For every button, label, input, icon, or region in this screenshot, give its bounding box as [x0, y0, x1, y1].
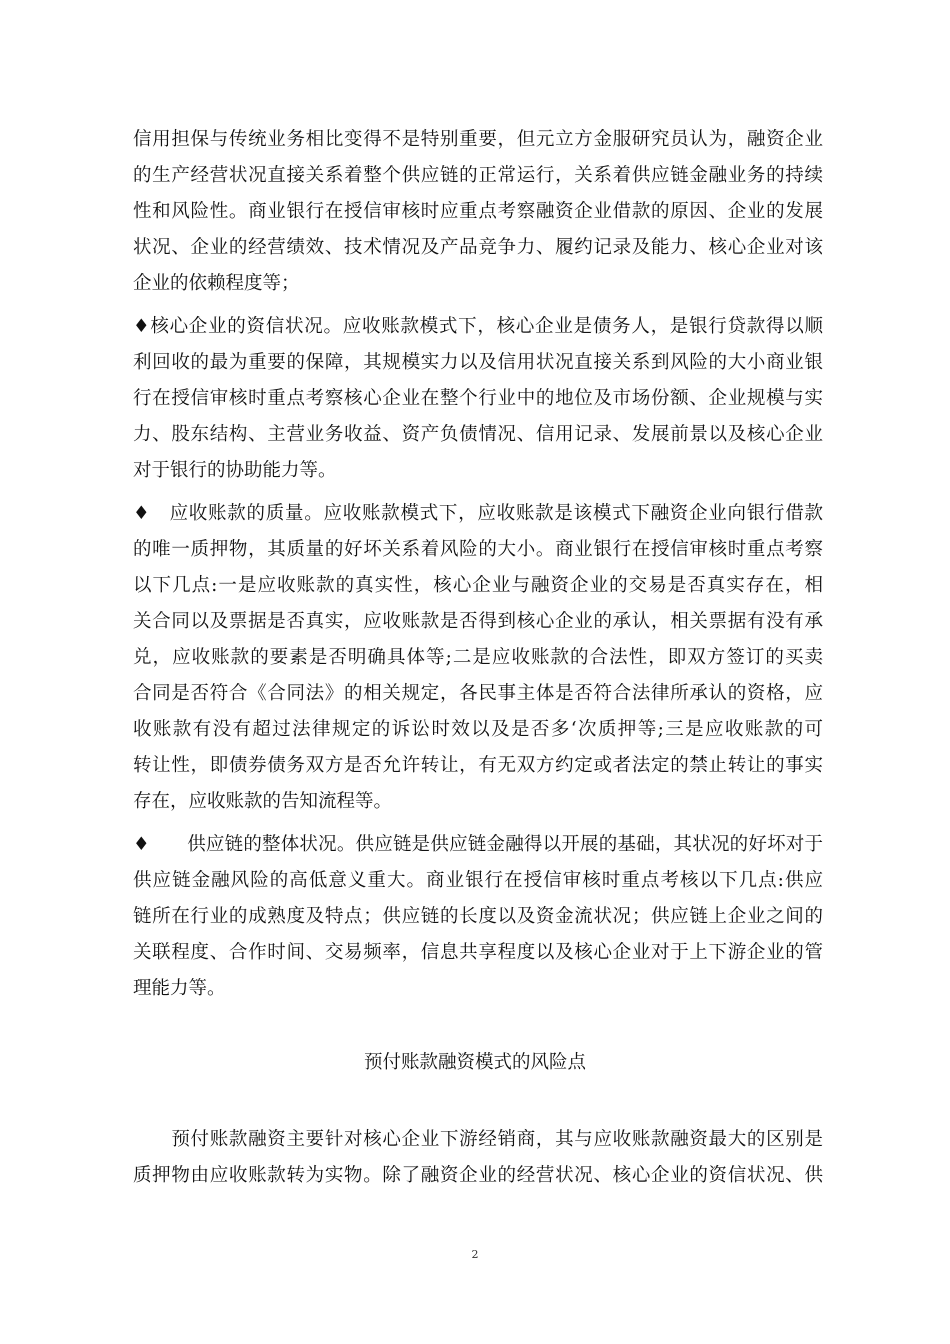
- text-line: 行在授信审核时重点考察核心企业在整个行业中的地位及市场份额、企业规模与实: [133, 388, 823, 409]
- text-line: ♦核心企业的资信状况。应收账款模式下，核心企业是债务人，是银行贷款得以顺: [133, 316, 823, 337]
- text-line: 对于银行的协助能力等。: [133, 460, 337, 481]
- text-line: 供应链金融风险的高低意义重大。商业银行在授信审核时重点考核以下几点:供应: [133, 870, 823, 891]
- text-line: 力、股东结构、主营业务收益、资产负债情况、信用记录、发展前景以及核心企业: [133, 424, 823, 445]
- text-line: 存在，应收账款的告知流程等。: [133, 791, 393, 812]
- text-line: 关联程度、合作时间、交易频率，信息共享程度以及核心企业对于上下游企业的管: [133, 942, 823, 963]
- text-line: 的唯一质押物，其质量的好坏关系着风险的大小。商业银行在授信审核时重点考察: [133, 539, 823, 560]
- text-line: 合同是否符合《合同法》的相关规定，各民事主体是否符合法律所承认的资格，应: [133, 683, 823, 704]
- text-line: 预付账款融资主要针对核心企业下游经销商，其与应收账款融资最大的区别是: [133, 1129, 823, 1150]
- section-heading: 预付账款融资模式的风险点: [363, 1052, 586, 1073]
- text-line: 理能力等。: [133, 978, 226, 999]
- text-line: 的生产经营状况直接关系着整个供应链的正常运行，关系着供应链金融业务的持续: [133, 165, 823, 186]
- text-line: 利回收的最为重要的保障，其规模实力以及信用状况直接关系到风险的大小商业银: [133, 352, 823, 373]
- text-line: 关合同以及票据是否真实，应收账款是否得到核心企业的承认，相关票据有没有承: [133, 611, 823, 632]
- text-line: 性和风险性。商业银行在授信审核时应重点考察融资企业借款的原因、企业的发展: [133, 201, 823, 222]
- text-line: ♦ 供应链的整体状况。供应链是供应链金融得以开展的基础，其状况的好坏对于: [133, 834, 823, 855]
- page-number: 2: [471, 1248, 479, 1261]
- text-line: 质押物由应收账款转为实物。除了融资企业的经营状况、核心企业的资信状况、供: [133, 1165, 823, 1186]
- text-line: 转让性，即债券债务双方是否允许转让，有无双方约定或者法定的禁止转让的事实: [133, 755, 823, 776]
- text-line: 状况、企业的经营绩效、技术情况及产品竞争力、履约记录及能力、核心企业对该: [133, 237, 823, 258]
- text-line: 信用担保与传统业务相比变得不是特别重要，但元立方金服研究员认为，融资企业: [133, 129, 823, 150]
- text-line: 以下几点:一是应收账款的真实性，核心企业与融资企业的交易是否真实存在，相: [133, 575, 823, 596]
- text-line: 企业的依赖程度等；: [133, 273, 300, 294]
- text-line: 收账款有没有超过法律规定的诉讼时效以及是否多‘次质押等;三是应收账款的可: [133, 719, 823, 740]
- text-line: 链所在行业的成熟度及特点；供应链的长度以及资金流状况；供应链上企业之间的: [133, 906, 823, 927]
- text-line: ♦ 应收账款的质量。应收账款模式下，应收账款是该模式下融资企业向银行借款: [133, 503, 823, 524]
- text-line: 兑，应收账款的要素是否明确具体等;二是应收账款的合法性，即双方签订的买卖: [133, 647, 823, 668]
